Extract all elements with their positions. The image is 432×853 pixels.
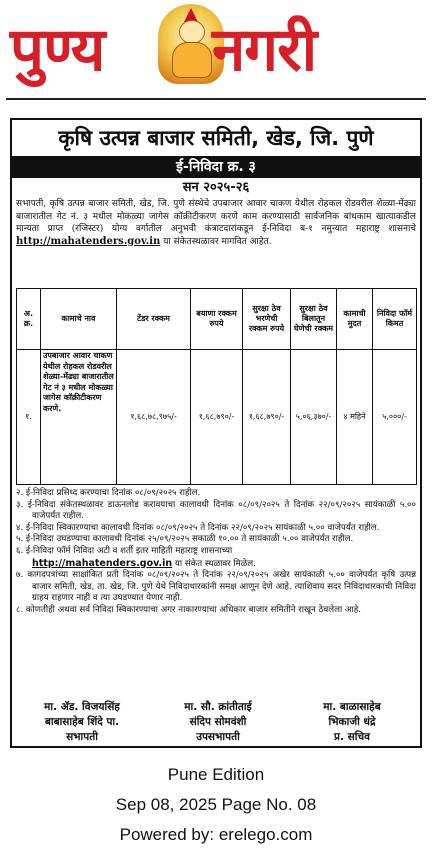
cell-serial: १.	[17, 350, 41, 485]
header-earnest-money: बयाणा रक्कम रुपये	[191, 289, 243, 350]
signatory-name-line1: मा. ॲड. विजयसिंह	[44, 701, 120, 713]
signatory-role: उपसभापती	[196, 731, 240, 743]
term-2: २. ई-निविदा प्रसिध्द करण्याचा दिनांक ०८/०९/२०२५ राहील.	[16, 488, 201, 498]
tender-notice	[10, 118, 422, 748]
term-6-link[interactable]: http://mahatenders.gov.in	[32, 557, 173, 569]
cell-earnest-money: १,६८,७९०/-	[191, 350, 243, 485]
table-row	[17, 350, 417, 485]
header-form-fee: निविदा फॉर्म किमत	[373, 289, 417, 350]
tender-number: ई-निविदा क्र. ३	[12, 156, 420, 178]
header-security-deposit: सुरक्षा ठेव भरणेची रक्कम रुपये	[243, 289, 291, 350]
tender-table	[16, 288, 417, 485]
term-6	[16, 546, 416, 570]
signatory-chairman	[14, 700, 150, 745]
signatory-name-line2: भिकाजी धंद्रे	[328, 716, 376, 728]
cell-work-period: ४ महिने	[337, 350, 373, 485]
newspaper-masthead	[0, 0, 432, 96]
edition-footer	[0, 760, 432, 850]
edition-date-page: Sep 08, 2025 Page No. 08	[115, 795, 317, 814]
signatory-role: सभापती	[66, 731, 98, 743]
term-8: ८. कोणतीही अथवा सर्व निविदा स्विकारण्याचा अगर नाकारण्याचा अधिकार बाजार समितीने राखून ठेवलेला आहे.	[16, 604, 361, 615]
header-serial: अ. क्र.	[17, 289, 41, 350]
edition-name: Pune Edition	[167, 765, 265, 784]
signatory-name-line2: संदिप सोमवंशी	[189, 716, 247, 728]
signatory-name-line2: बाबासाहेब शिंदे पा.	[44, 716, 120, 728]
term-6-tail: या संकेत स्थळावर मिळेल.	[174, 558, 256, 569]
header-tender-amount: टेंडर रक्कम	[117, 289, 191, 350]
financial-year: सन २०२५-२६	[182, 180, 250, 195]
term-3: ३. ई-निविदा संकेतस्थळावर डाऊनलोड करावयाचा कालावधी दिनांक ०८/०९/२०२५ ते दिनांक २२/०९/२०२५ सायंकाळी ५.०० वाजेपर्यंत राहील.	[16, 499, 416, 522]
signatory-name-line1: मा. बाळासाहेब	[323, 701, 381, 713]
term-5: ५. ई-निविदा उघडण्याचा कालावधी दिनांक २५/०९/२०२५ सकाळी १०.०० ते सायंकाळी ५.०० वाजेपर्यंत राहील.	[16, 534, 354, 545]
signatory-name-line1: मा. सौ. क्रांतीताई	[184, 701, 252, 713]
term-6-text: ६. ई-निविदा फॉर्म निविदा अटी व शर्ती इतर माहिती महाराष्ट्र शासनाच्या	[16, 545, 233, 556]
signatory-secretary	[284, 700, 420, 745]
cell-work-name: उपबाजार आवार चाकण येथील रोहकल रोडवरील शेळ्या-मेंढ्या बाजारातील गेट नं ३ मधील मोकळ्या जागेस कॉक्रीटीकरण करणे.	[41, 350, 117, 485]
powered-by: Powered by: erelego.com	[119, 825, 313, 844]
table-header-row	[17, 289, 417, 350]
masthead-title-right: नगरी	[212, 15, 317, 85]
organisation-title: कृषि उत्पन्न बाजार समिती, खेड, जि. पुणे	[58, 126, 374, 150]
header-work-period: कामाची मुदत	[337, 289, 373, 350]
cell-security-deposit: १,६८,७९०/-	[243, 350, 291, 485]
masthead-divider	[6, 98, 426, 100]
terms-list	[16, 488, 416, 617]
notice-intro	[16, 198, 416, 248]
term-4: ४. ई-निविदा स्विकारण्याचा कालावधी दिनांक ०८/०९/२०२५ ते दिनांक २२/०९/२०२५ सायंकाळी ५.०० वाजेपर्यंत राहील.	[16, 522, 380, 533]
cell-form-fee: ५,०००/-	[373, 350, 417, 485]
intro-tail: या संकेतस्थळावर मागवित आहेत.	[163, 236, 272, 247]
intro-link[interactable]: http://mahatenders.gov.in	[16, 235, 161, 247]
intro-text: सभापती, कृषि उत्पन्न बाजार समिती, खेड, जि. पुणे संस्थेचे उपबाजार आवार चाकण येथील रोहकल रोडवरील शेळ्या-मेंढ्या बाजारातील गेट नं. ३ मधील मोकळ्या जागेस कॉक्रीटीकरण करणे काम करण्यासाठी सार्वजनिक बांधकाम खात्याकडील मान्यता प्राप्त (रजिस्टर) योग्य वर्गातील अनुभवी कंत्राटदारांकडून ई-निविदा ब-१ नमुन्यात महाराष्ट्र शासनाचे	[16, 199, 416, 235]
header-security-from-bill: सुरक्षा ठेव बिलातून घेणेची रक्कम	[291, 289, 337, 350]
header-work-name: कामाचे नाव	[41, 289, 117, 350]
term-7: ७. कागदपत्रांच्या साक्षांकित प्रती दिनांक ०८/०९/२०२५ ते दिनांक २२/०९/२०२५ अखेर सायंकाळी ५.०० वाजेपर्यंत कृषि उत्पन्न बाजार समिती, खेड, ता. खेड, जि. पुणे येथे निविदाधारकांनी समक्ष आणून देणे आहे. त्याशिवाय सदर निविदाधारकाची निविदा ग्राहय राहणार नाही व त्या उघडण्यात येणार नाही.	[16, 570, 416, 604]
cell-security-from-bill: ५,०६,३७०/-	[291, 350, 337, 485]
signatory-vice-chairman	[150, 700, 286, 745]
signatory-role: प्र. सचिव	[334, 731, 370, 743]
cell-tender-amount: १,६८,७८,९७५/-	[117, 350, 191, 485]
masthead-title-left: पुण्य	[10, 15, 105, 85]
